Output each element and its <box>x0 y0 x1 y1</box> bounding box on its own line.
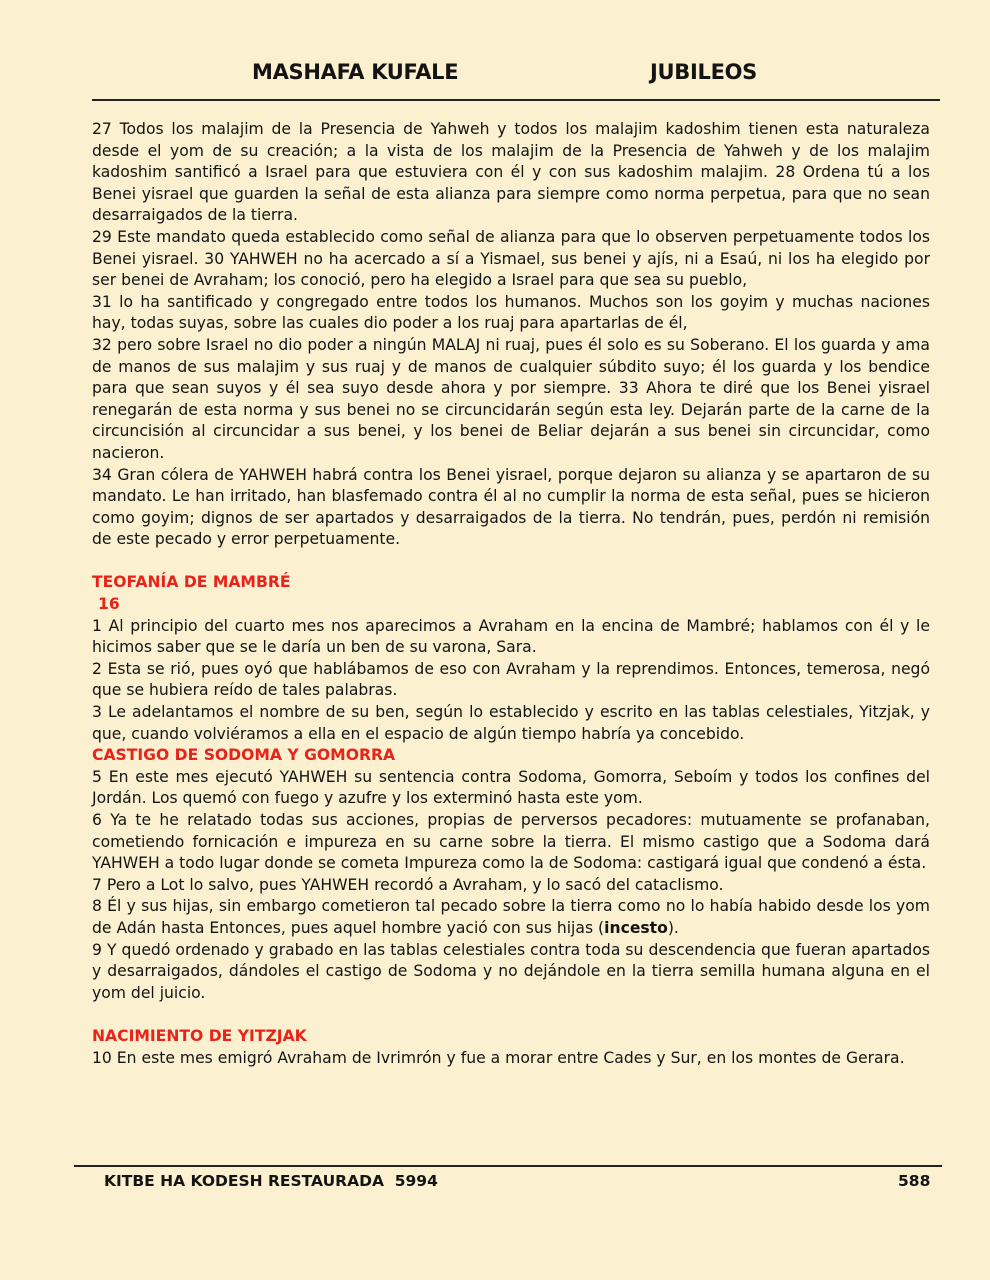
paragraph <box>92 896 930 939</box>
paragraph: 34 Gran cólera de YAHWEH habrá contra los Benei yisrael, porque dejaron su alianza y se apartaron de su mandato. Le han irritado, han blasfemado contra él al no cumplir la norma de esta señal, pues se hicieron como goyim; dignos de ser apartados y desarraigados de la tierra. No tendrán, pues, perdón ni remisión de este pecado y error perpetuamente. <box>92 465 930 549</box>
paragraph-text: 8 Él y sus hijas, sin embargo cometieron tal pecado sobre la tierra como no lo había habido desde los yom de Adán hasta Entonces, pues aquel hombre yació con sus hijas ( <box>92 897 930 937</box>
paragraph: 3 Le adelantamos el nombre de su ben, según lo establecido y escrito en las tablas celestiales, Yitzjak, y que, cuando volviéramos a ella en el espacio de algún tiempo habría ya concebido. <box>92 703 930 743</box>
paragraph: 32 pero sobre Israel no dio poder a ningún MALAJ ni ruaj, pues él solo es su Soberano. El los guarda y ama de manos de sus malajim y sus ruaj y de manos de cualquier súbdito suyo; él los guarda y los bendice para que sean suyos y él sea suyo desde ahora y por siempre. 33 Ahora te diré que los Benei yisrael renegarán de esta norma y sus benei no se circuncidarán según esta ley. Dejarán parte de la carne de la circuncisión al circuncidar a sus benei, y los benei de Beliar dejarán a sus benei sin circuncidar, como nacieron. <box>92 335 930 462</box>
chapter-number: 16 <box>98 595 120 614</box>
paragraph: 31 lo ha santificado y congregado entre todos los humanos. Muchos son los goyim y muchas naciones hay, todas suyas, sobre las cuales dio poder a los ruaj para apartarlas de él, <box>92 292 930 333</box>
spacer <box>92 551 930 573</box>
section-heading-sodoma: CASTIGO DE SODOMA Y GOMORRA <box>92 746 396 765</box>
paragraph: 9 Y quedó ordenado y grabado en las tablas celestiales contra toda su descendencia que fueran apartados y desarraigados, dándoles el castigo de Sodoma y no dejándole en la tierra semilla humana alguna en el yom del juicio. <box>92 940 930 1002</box>
paragraph: 29 Este mandato queda establecido como señal de alianza para que lo observen perpetuamente todos los Benei yisrael. 30 YAHWEH no ha acercado a sí a Yismael, sus benei y ajís, ni a Esaú, ni los ha elegido por ser benei de Avraham; los conoció, pero ha elegido a Israel para que sea su pueblo, <box>92 227 930 290</box>
paragraph: 6 Ya te he relatado todas sus acciones, propias de perversos pecadores: mutuamente se profanaban, cometiendo fornicación e impureza en su carne sobre la tierra. El mismo castigo que a Sodoma dará YAHWEH a todo lugar donde se cometa Impureza como la de Sodoma: castigará igual que condenó a ésta. <box>92 811 930 873</box>
header-divider <box>92 99 940 101</box>
page-body <box>92 119 930 1069</box>
paragraph: 2 Esta se rió, pues oyó que hablábamos de eso con Avraham y la reprendimos. Entonces, temerosa, negó que se hubiera reído de tales palabras. <box>92 659 930 700</box>
paragraph-text: ). <box>667 918 679 937</box>
paragraph: 27 Todos los malajim de la Presencia de Yahweh y todos los malajim kadoshim tienen esta naturaleza desde el yom de su creación; a la vista de los malajim de la Presencia de Yahweh y de los malajim kadoshim santificó a Israel para que estuviera con él y con sus kadoshim malajim. 28 Ordena tú a los Benei yisrael que guarden la señal de esta alianza para siempre como norma perpetua, para que no sean desarraigados de la tierra. <box>92 120 930 225</box>
paragraph: 10 En este mes emigró Avraham de Ivrimrón y fue a morar entre Cades y Sur, en los montes de Gerara. <box>92 1048 905 1067</box>
header-title-right: JUBILEOS <box>650 60 757 84</box>
paragraph: 5 En este mes ejecutó YAHWEH su sentencia contra Sodoma, Gomorra, Seboím y todos los confines del Jordán. Los quemó con fuego y azufre y los exterminó hasta este yom. <box>92 767 930 808</box>
header-title-left: MASHAFA KUFALE <box>252 60 459 84</box>
paragraph: 1 Al principio del cuarto mes nos aparecimos a Avraham en la encina de Mambré; hablamos con él y le hicimos saber que se le daría un ben de su varona, Sara. <box>92 616 930 657</box>
page-number: 588 <box>898 1172 931 1190</box>
footer-title: KITBE HA KODESH RESTAURADA 5994 <box>104 1172 438 1190</box>
bold-term: incesto <box>604 918 668 937</box>
paragraph: 7 Pero a Lot lo salvo, pues YAHWEH recordó a Avraham, y lo sacó del cataclismo. <box>92 875 724 894</box>
footer-divider <box>74 1165 942 1167</box>
section-heading-yitzjak: NACIMIENTO DE YITZJAK <box>92 1026 307 1045</box>
section-heading-teofania: TEOFANÍA DE MAMBRÉ <box>92 573 291 592</box>
spacer <box>92 1004 930 1026</box>
